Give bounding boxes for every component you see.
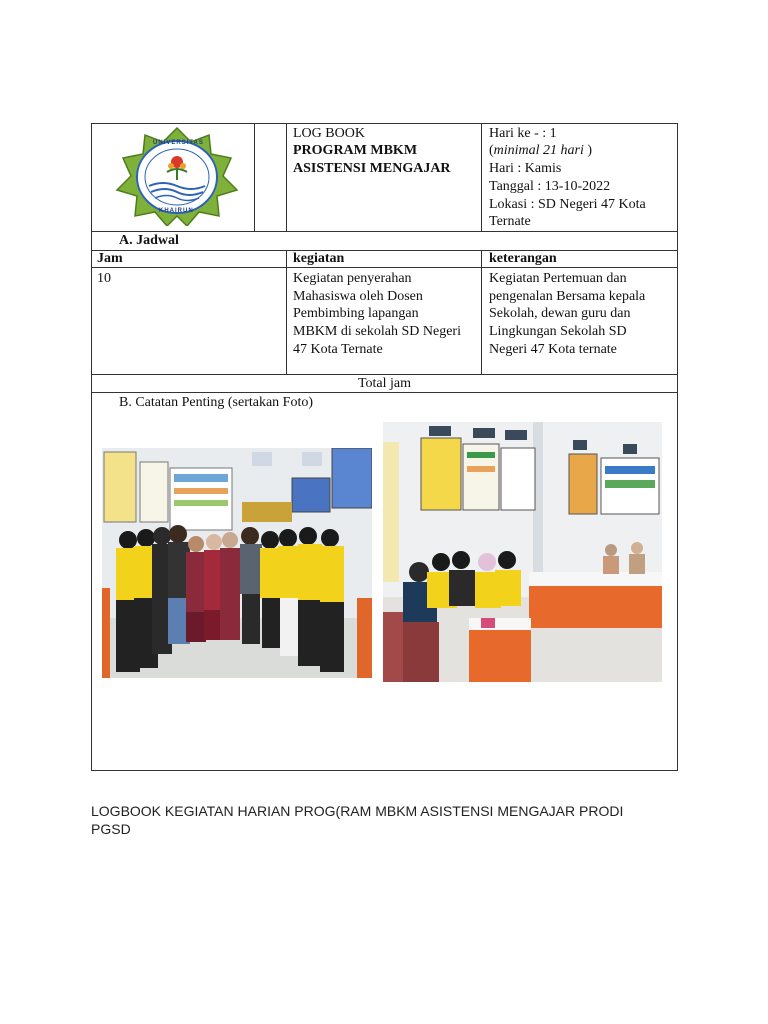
footer-caption xyxy=(91,802,681,838)
total-jam: Total jam xyxy=(357,376,412,391)
cell-kegiatan-line: Kegiatan penyerahan xyxy=(293,271,412,286)
cell-kegiatan-line: MBKM di sekolah SD Negeri xyxy=(293,324,461,339)
cell-keterangan-line: Lingkungan Sekolah SD xyxy=(489,324,627,339)
minimal-hari: (minimal 21 hari ) xyxy=(489,143,593,158)
row-divider xyxy=(92,250,677,251)
cell-kegiatan-line: 47 Kota Ternate xyxy=(293,342,383,357)
col-header-kegiatan: kegiatan xyxy=(293,251,345,266)
cell-jam: 10 xyxy=(97,271,111,286)
lokasi-line1: Lokasi : SD Negeri 47 Kota xyxy=(489,197,646,212)
row-divider xyxy=(92,267,677,268)
col-divider xyxy=(254,124,255,231)
meeting-photo xyxy=(383,422,662,682)
title-asistensi: ASISTENSI MENGAJAR xyxy=(293,161,451,176)
hari-ke: Hari ke - : 1 xyxy=(489,126,557,141)
group-photo xyxy=(102,448,372,678)
section-jadwal: A. Jadwal xyxy=(119,233,179,248)
minimal-hari-value: minimal 21 hari xyxy=(493,143,584,158)
caption-line1: LOGBOOK KEGIATAN HARIAN PROG(RAM MBKM ASISTENSI MENGAJAR PRODI xyxy=(91,803,624,819)
title-program: PROGRAM MBKM xyxy=(293,143,418,158)
col-header-jam: Jam xyxy=(97,251,123,266)
col-divider xyxy=(286,250,287,374)
cell-keterangan-line: Sekolah, dewan guru dan xyxy=(489,306,631,321)
cell-keterangan-line: Kegiatan Pertemuan dan xyxy=(489,271,627,286)
title-log-book: LOG BOOK xyxy=(293,126,365,141)
col-header-keterangan: keterangan xyxy=(489,251,557,266)
logo-arc-bottom-text: KHAIRUN xyxy=(159,208,194,214)
university-logo xyxy=(103,126,251,226)
caption-line2: PGSD xyxy=(91,821,131,837)
col-divider xyxy=(481,250,482,374)
cell-keterangan-line: pengenalan Bersama kepala xyxy=(489,289,646,304)
hari: Hari : Kamis xyxy=(489,161,562,176)
section-catatan: B. Catatan Penting (sertakan Foto) xyxy=(119,395,314,410)
cell-kegiatan-line: Mahasiswa oleh Dosen xyxy=(293,289,423,304)
lokasi-line2: Ternate xyxy=(489,214,531,229)
cell-keterangan-line: Negeri 47 Kota ternate xyxy=(489,342,617,357)
logo-arc-top-text: UNIVERSITAS xyxy=(153,140,204,146)
col-divider xyxy=(481,124,482,231)
tanggal: Tanggal : 13-10-2022 xyxy=(489,179,611,194)
cell-kegiatan-line: Pembimbing lapangan xyxy=(293,306,419,321)
row-divider xyxy=(92,231,677,232)
col-divider xyxy=(286,124,287,231)
